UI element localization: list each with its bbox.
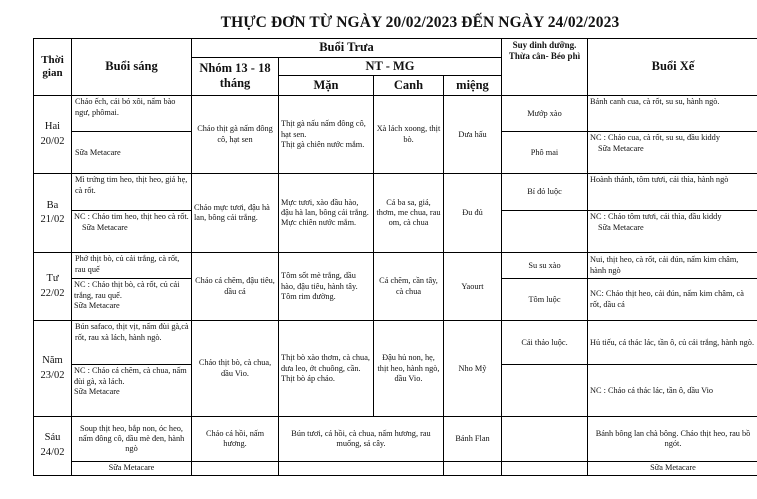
breakfast-nc: NC : Cháo tim heo, thịt heo cà rốt. <box>74 212 189 222</box>
lunch-dessert: Đu đủ <box>444 174 502 253</box>
header-dessert: miệng <box>444 76 502 96</box>
afternoon-extra <box>588 132 757 174</box>
salty-dish: Tôm sốt mè trắng, dầu hào, đậu tiêu, hành tây. <box>281 271 358 291</box>
malnutrition-dish: Su su xào <box>502 253 588 279</box>
day-name: Năm <box>42 355 63 367</box>
day-date: 23/02 <box>40 369 65 381</box>
malnutrition-empty <box>502 365 588 417</box>
lunch-dessert: Nho Mỹ <box>444 321 502 417</box>
day-date: 20/02 <box>40 135 65 147</box>
lunch-soup: Xà lách xoong, thịt bò. <box>374 96 444 174</box>
lunch-dessert: Dưa hấu <box>444 96 502 174</box>
header-afternoon: Buổi Xế <box>588 39 757 96</box>
breakfast-nc: NC : Cháo cá chẽm, cà chua, nấm đùi gà, xà lách. <box>74 366 187 386</box>
breakfast-milk: Sữa Metacare <box>72 132 192 174</box>
lunch-combined: Bún tươi, cá hồi, cà chua, nấm hương, rau muống, sả cây. <box>279 417 444 462</box>
malnutrition-empty <box>502 417 588 462</box>
header-infant-group: Nhóm 13 - 18 tháng <box>192 57 279 96</box>
day-name: Tư <box>46 273 59 285</box>
lunch-empty <box>279 462 444 475</box>
afternoon-nc: NC: Cháo thịt heo, cải đún, nấm kim châm, cà rốt, dầu cá <box>588 279 757 321</box>
afternoon-main: Bánh canh cua, cà rốt, su su, hành ngò. <box>588 96 757 132</box>
header-soup: Canh <box>374 76 444 96</box>
breakfast-milk: Sữa Metacare <box>72 462 192 475</box>
dessert-empty <box>444 462 502 475</box>
infant-meal: Cháo thịt gà nấm đông cô, hạt sen <box>192 96 279 174</box>
breakfast-main: Mì trứng tim heo, thịt heo, giá hẹ, cà rốt. <box>72 174 192 211</box>
page-title: THỰC ĐƠN TỪ NGÀY 20/02/2023 ĐẾN NGÀY 24/02/2023 <box>220 14 620 31</box>
lunch-salty <box>279 321 374 417</box>
afternoon-main: Hoành thánh, tôm tươi, cải thìa, hành ngò <box>588 174 757 211</box>
lunch-soup: Đậu hủ non, hẹ, thịt heo, hành ngò, dầu Vio. <box>374 321 444 417</box>
breakfast-main: Bún safaco, thịt vịt, nấm đùi gà,cà rốt, rau xà lách, hành ngò. <box>72 321 192 365</box>
breakfast-extra <box>72 279 192 321</box>
breakfast-milk: Sữa Metacare <box>74 300 120 310</box>
breakfast-main: Phở thịt bò, củ cải trắng, cà rốt, rau quế <box>72 253 192 279</box>
breakfast-extra <box>72 211 192 253</box>
afternoon-extra <box>588 211 757 253</box>
lunch-dessert: Yaourt <box>444 253 502 321</box>
malnutrition-dish-alt: Tôm luộc <box>502 279 588 321</box>
infant-meal: Cháo mực tươi, đậu hà lan, bông cải trắng. <box>192 174 279 253</box>
lunch-soup: Cá chẽm, cần tây, cà chua <box>374 253 444 321</box>
malnutrition-empty <box>502 211 588 253</box>
breakfast-milk: Sữa Metacare <box>82 222 128 232</box>
breakfast-milk: Sữa Metacare <box>74 386 120 396</box>
salty-dish: Thịt bò xào thơm, cà chua, dưa leo, ớt chuông, cần. <box>281 353 370 373</box>
header-lunch: Buổi Trưa <box>192 39 502 58</box>
salty-dish-alt: Thịt gà chiên nước mắm. <box>281 139 365 149</box>
salty-dish-alt: Thịt bò áp chảo. <box>281 373 335 383</box>
malnutrition-dish: Cải thảo luộc. <box>502 321 588 365</box>
infant-meal: Cháo cá hồi, nấm hương. <box>192 417 279 462</box>
day-cell-wednesday <box>34 253 72 321</box>
afternoon-milk: Sữa Metacare <box>588 462 757 475</box>
header-day: Thời gian <box>34 39 72 96</box>
day-name: Hai <box>44 121 61 133</box>
salty-dish: Thịt gà nấu nấm đông cô, hạt sen. <box>281 119 366 139</box>
header-malnutrition: Suy dinh dưỡng. Thừa cân- Béo phì <box>502 39 588 96</box>
breakfast-nc: NC : Cháo thịt bò, cà rốt, củ cải trắng, rau quế. <box>74 280 180 300</box>
lunch-soup: Cá ba sa, giá, thơm, me chua, rau om, cà chua <box>374 174 444 253</box>
header-breakfast: Buổi sáng <box>72 39 192 96</box>
day-name: Sáu <box>44 432 61 444</box>
day-name: Ba <box>46 199 59 211</box>
menu-table <box>33 38 757 476</box>
breakfast-main: Soup thịt heo, bắp non, óc heo, nấm đông cô, dầu mè đen, hành ngò <box>72 417 192 462</box>
lunch-salty <box>279 174 374 253</box>
malnutrition-dish-alt: Phô mai <box>502 132 588 174</box>
day-date: 22/02 <box>40 287 65 299</box>
header-salty: Mặn <box>279 76 374 96</box>
day-date: 24/02 <box>40 446 65 458</box>
infant-empty <box>192 462 279 475</box>
malnutrition-empty <box>502 462 588 475</box>
infant-meal: Cháo thịt bò, cà chua, dầu Vio. <box>192 321 279 417</box>
day-cell-tuesday <box>34 174 72 253</box>
malnutrition-dish: Mướp xào <box>502 96 588 132</box>
afternoon-main: Nui, thịt heo, cà rốt, cải đún, nấm kim châm, hành ngò <box>588 253 757 279</box>
breakfast-main: Cháo ếch, cải bó xôi, nấm bào ngư, phômai. <box>72 96 192 132</box>
salty-dish: Mực tươi, xào đầu hào, đậu hà lan, bông cải trắng. <box>281 197 369 218</box>
day-cell-thursday <box>34 321 72 417</box>
lunch-dessert: Bánh Flan <box>444 417 502 462</box>
afternoon-nc: NC : Cháo cua, cà rốt, su su, đầu kiddy <box>590 133 720 143</box>
malnutrition-dish: Bí đỏ luộc <box>502 174 588 211</box>
lunch-salty <box>279 96 374 174</box>
afternoon-milk: Sữa Metacare <box>598 222 644 232</box>
afternoon-nc: NC : Cháo cá thác lác, tần ô, dầu Vio <box>588 365 757 417</box>
afternoon-nc: NC : Cháo tôm tươi, cải thìa, đầu kiddy <box>590 212 722 222</box>
header-nt-mg: NT - MG <box>279 57 502 76</box>
afternoon-milk: Sữa Metacare <box>598 143 644 153</box>
salty-dish-alt: Mực chiên nước mắm. <box>281 218 357 228</box>
afternoon-main: Bánh bông lan chà bông. Cháo thịt heo, rau bồ ngót. <box>588 417 757 462</box>
day-date: 21/02 <box>40 214 65 226</box>
afternoon-main: Hủ tiếu, cá thác lác, tần ô, củ cải trắng, hành ngò. <box>588 321 757 365</box>
lunch-salty <box>279 253 374 321</box>
salty-dish-alt: Tôm rim đường. <box>281 291 336 301</box>
day-cell-friday <box>34 417 72 475</box>
day-cell-monday <box>34 96 72 174</box>
infant-meal: Cháo cá chẽm, đậu tiêu, dầu cá <box>192 253 279 321</box>
breakfast-extra <box>72 365 192 417</box>
